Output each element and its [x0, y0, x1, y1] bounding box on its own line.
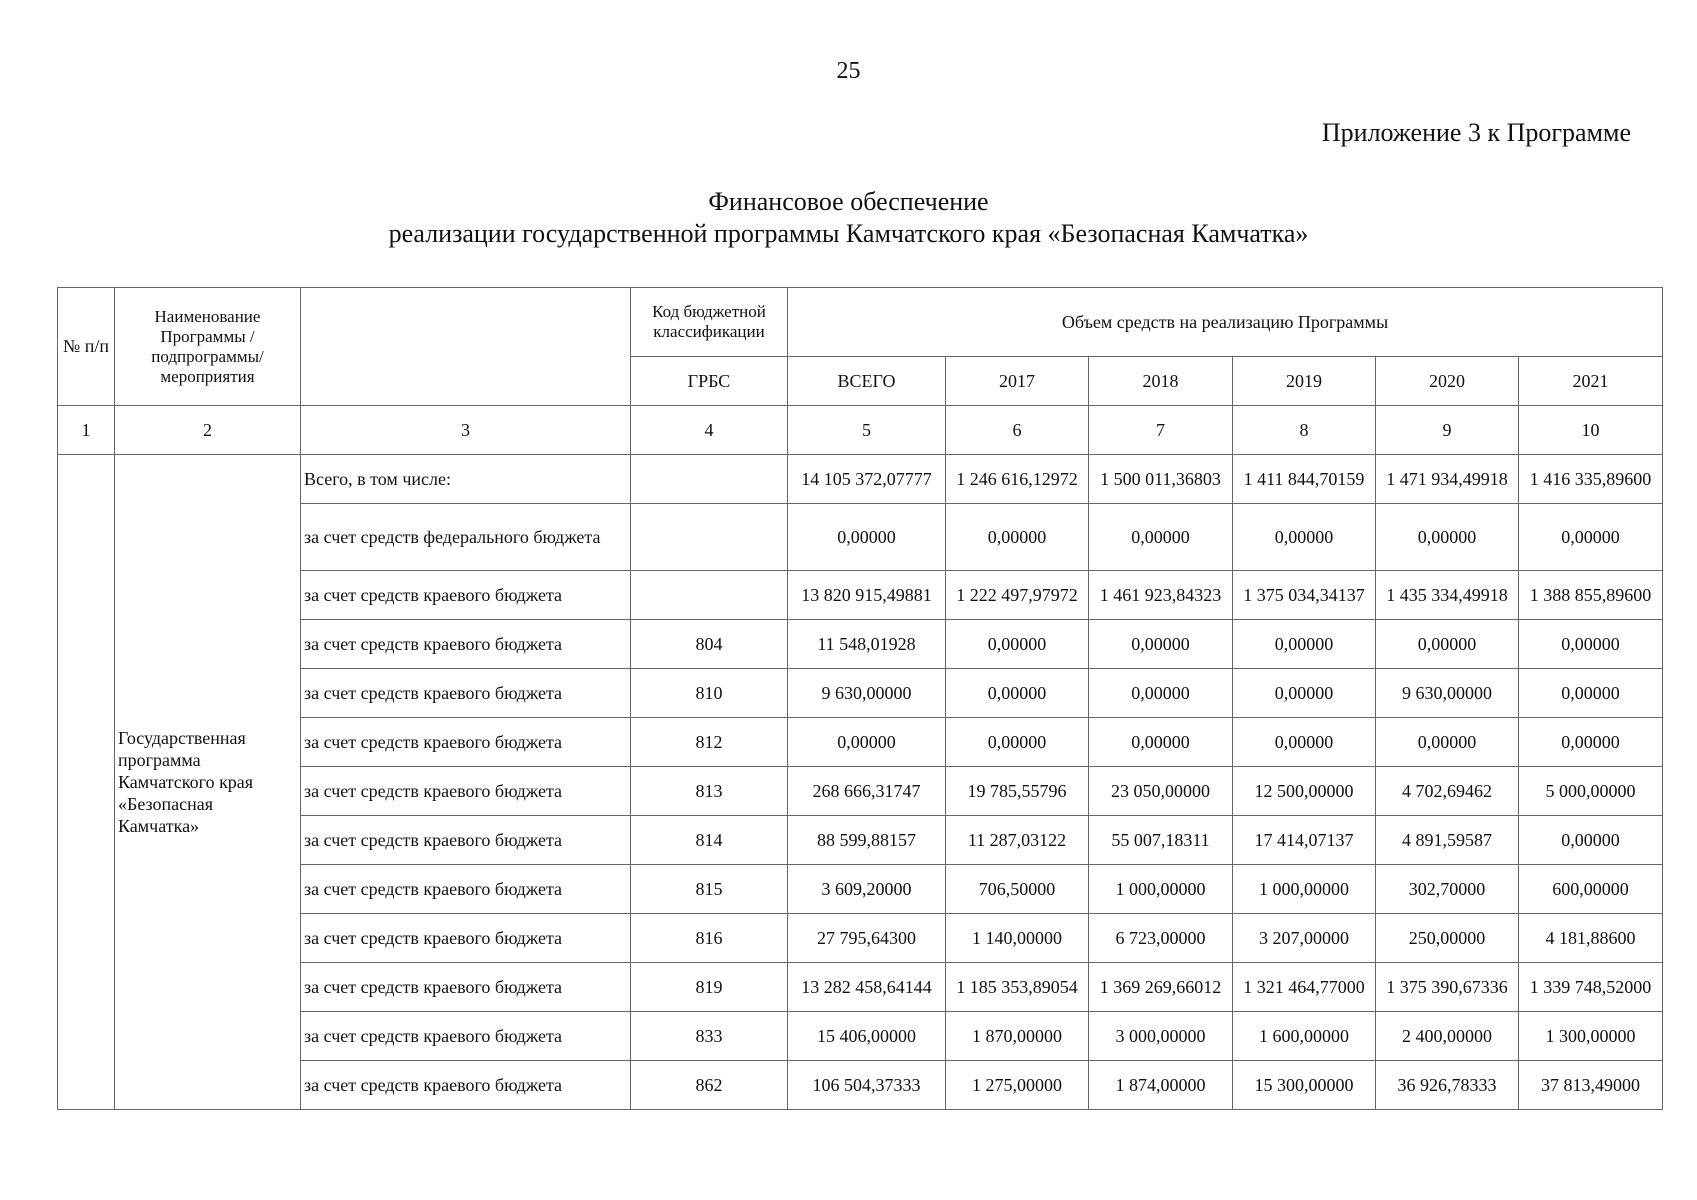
header-name: Наименование Программы /подпрограммы/ мероприятия	[115, 288, 301, 406]
year-value-2018: 1 461 923,84323	[1089, 571, 1233, 620]
table-row	[58, 455, 1663, 504]
total-value: 14 105 372,07777	[788, 455, 946, 504]
header-grbs: ГРБС	[631, 357, 788, 406]
total-value: 106 504,37333	[788, 1061, 946, 1110]
year-value-2020: 0,00000	[1376, 718, 1519, 767]
year-value-2018: 0,00000	[1089, 669, 1233, 718]
year-value-2021: 5 000,00000	[1519, 767, 1663, 816]
total-value: 88 599,88157	[788, 816, 946, 865]
year-value-2018: 1 874,00000	[1089, 1061, 1233, 1110]
year-value-2017: 0,00000	[946, 669, 1089, 718]
document-title	[0, 186, 1697, 250]
header-num: № п/п	[58, 288, 115, 406]
year-value-2021: 1 416 335,89600	[1519, 455, 1663, 504]
funding-source: за счет средств краевого бюджета	[301, 914, 631, 963]
header-volume: Объем средств на реализацию Программы	[788, 288, 1663, 357]
year-value-2018: 0,00000	[1089, 718, 1233, 767]
year-value-2020: 4 891,59587	[1376, 816, 1519, 865]
year-value-2021: 0,00000	[1519, 816, 1663, 865]
year-value-2017: 19 785,55796	[946, 767, 1089, 816]
grbs-code: 814	[631, 816, 788, 865]
year-value-2019: 15 300,00000	[1233, 1061, 1376, 1110]
col-number: 2	[115, 406, 301, 455]
grbs-code: 812	[631, 718, 788, 767]
year-value-2020: 250,00000	[1376, 914, 1519, 963]
year-value-2017: 1 222 497,97972	[946, 571, 1089, 620]
year-value-2018: 1 000,00000	[1089, 865, 1233, 914]
year-value-2020: 2 400,00000	[1376, 1012, 1519, 1061]
grbs-code: 810	[631, 669, 788, 718]
year-value-2019: 1 411 844,70159	[1233, 455, 1376, 504]
year-value-2019: 0,00000	[1233, 718, 1376, 767]
year-value-2019: 3 207,00000	[1233, 914, 1376, 963]
year-value-2018: 1 369 269,66012	[1089, 963, 1233, 1012]
funding-source: Всего, в том числе:	[301, 455, 631, 504]
funding-source: за счет средств краевого бюджета	[301, 718, 631, 767]
col-number: 8	[1233, 406, 1376, 455]
year-value-2017: 1 140,00000	[946, 914, 1089, 963]
title-line-2: реализации государственной программы Камчатского края «Безопасная Камчатка»	[388, 219, 1309, 248]
year-value-2017: 11 287,03122	[946, 816, 1089, 865]
year-value-2020: 1 435 334,49918	[1376, 571, 1519, 620]
row-number-cell	[58, 455, 115, 1110]
funding-source: за счет средств краевого бюджета	[301, 571, 631, 620]
year-value-2021: 0,00000	[1519, 718, 1663, 767]
year-value-2020: 302,70000	[1376, 865, 1519, 914]
total-value: 13 282 458,64144	[788, 963, 946, 1012]
year-value-2017: 1 185 353,89054	[946, 963, 1089, 1012]
col-number: 10	[1519, 406, 1663, 455]
year-value-2020: 0,00000	[1376, 504, 1519, 571]
grbs-code: 813	[631, 767, 788, 816]
year-value-2018: 55 007,18311	[1089, 816, 1233, 865]
funding-source: за счет средств федерального бюджета	[301, 504, 631, 571]
appendix-label: Приложение 3 к Программе	[1321, 118, 1631, 147]
total-value: 3 609,20000	[788, 865, 946, 914]
year-value-2017: 1 870,00000	[946, 1012, 1089, 1061]
page-number: 25	[836, 58, 861, 84]
total-value: 15 406,00000	[788, 1012, 946, 1061]
grbs-code: 816	[631, 914, 788, 963]
header-total: ВСЕГО	[788, 357, 946, 406]
col-number: 6	[946, 406, 1089, 455]
header-2021: 2021	[1519, 357, 1663, 406]
grbs-code: 819	[631, 963, 788, 1012]
year-value-2019: 17 414,07137	[1233, 816, 1376, 865]
header-2017: 2017	[946, 357, 1089, 406]
col-number: 9	[1376, 406, 1519, 455]
year-value-2020: 0,00000	[1376, 620, 1519, 669]
year-value-2020: 1 471 934,49918	[1376, 455, 1519, 504]
year-value-2019: 12 500,00000	[1233, 767, 1376, 816]
year-value-2019: 1 321 464,77000	[1233, 963, 1376, 1012]
funding-source: за счет средств краевого бюджета	[301, 1061, 631, 1110]
year-value-2017: 0,00000	[946, 504, 1089, 571]
year-value-2021: 0,00000	[1519, 669, 1663, 718]
year-value-2019: 1 375 034,34137	[1233, 571, 1376, 620]
col-number: 7	[1089, 406, 1233, 455]
year-value-2018: 6 723,00000	[1089, 914, 1233, 963]
funding-source: за счет средств краевого бюджета	[301, 669, 631, 718]
year-value-2017: 1 275,00000	[946, 1061, 1089, 1110]
funding-source: за счет средств краевого бюджета	[301, 1012, 631, 1061]
year-value-2021: 4 181,88600	[1519, 914, 1663, 963]
year-value-2021: 0,00000	[1519, 504, 1663, 571]
year-value-2017: 706,50000	[946, 865, 1089, 914]
year-value-2021: 1 388 855,89600	[1519, 571, 1663, 620]
year-value-2021: 37 813,49000	[1519, 1061, 1663, 1110]
funding-source: за счет средств краевого бюджета	[301, 865, 631, 914]
year-value-2019: 0,00000	[1233, 669, 1376, 718]
grbs-code: 833	[631, 1012, 788, 1061]
year-value-2020: 1 375 390,67336	[1376, 963, 1519, 1012]
year-value-2020: 9 630,00000	[1376, 669, 1519, 718]
grbs-code: 862	[631, 1061, 788, 1110]
year-value-2019: 0,00000	[1233, 504, 1376, 571]
header-row-1	[58, 288, 1663, 357]
title-line-1: Финансовое обеспечение	[708, 187, 989, 216]
year-value-2020: 36 926,78333	[1376, 1061, 1519, 1110]
grbs-code	[631, 455, 788, 504]
grbs-code: 815	[631, 865, 788, 914]
total-value: 9 630,00000	[788, 669, 946, 718]
year-value-2021: 1 300,00000	[1519, 1012, 1663, 1061]
header-code: Код бюджетной классификации	[631, 288, 788, 357]
year-value-2021: 0,00000	[1519, 620, 1663, 669]
funding-source: за счет средств краевого бюджета	[301, 816, 631, 865]
year-value-2018: 3 000,00000	[1089, 1012, 1233, 1061]
funding-source: за счет средств краевого бюджета	[301, 767, 631, 816]
year-value-2021: 600,00000	[1519, 865, 1663, 914]
total-value: 27 795,64300	[788, 914, 946, 963]
grbs-code	[631, 504, 788, 571]
col-number: 1	[58, 406, 115, 455]
total-value: 13 820 915,49881	[788, 571, 946, 620]
year-value-2018: 1 500 011,36803	[1089, 455, 1233, 504]
year-value-2018: 23 050,00000	[1089, 767, 1233, 816]
header-2020: 2020	[1376, 357, 1519, 406]
header-2018: 2018	[1089, 357, 1233, 406]
total-value: 268 666,31747	[788, 767, 946, 816]
col-number: 4	[631, 406, 788, 455]
year-value-2017: 1 246 616,12972	[946, 455, 1089, 504]
year-value-2019: 0,00000	[1233, 620, 1376, 669]
col-number: 5	[788, 406, 946, 455]
total-value: 0,00000	[788, 718, 946, 767]
column-number-row	[58, 406, 1663, 455]
total-value: 0,00000	[788, 504, 946, 571]
grbs-code: 804	[631, 620, 788, 669]
year-value-2021: 1 339 748,52000	[1519, 963, 1663, 1012]
year-value-2018: 0,00000	[1089, 620, 1233, 669]
year-value-2020: 4 702,69462	[1376, 767, 1519, 816]
financing-table	[57, 287, 1663, 1110]
year-value-2019: 1 600,00000	[1233, 1012, 1376, 1061]
grbs-code	[631, 571, 788, 620]
funding-source: за счет средств краевого бюджета	[301, 963, 631, 1012]
header-empty	[301, 288, 631, 406]
header-2019: 2019	[1233, 357, 1376, 406]
year-value-2019: 1 000,00000	[1233, 865, 1376, 914]
year-value-2017: 0,00000	[946, 620, 1089, 669]
funding-source: за счет средств краевого бюджета	[301, 620, 631, 669]
program-name: Государственная программа Камчатского края «Безопасная Камчатка»	[115, 455, 301, 1110]
year-value-2018: 0,00000	[1089, 504, 1233, 571]
year-value-2017: 0,00000	[946, 718, 1089, 767]
col-number: 3	[301, 406, 631, 455]
total-value: 11 548,01928	[788, 620, 946, 669]
